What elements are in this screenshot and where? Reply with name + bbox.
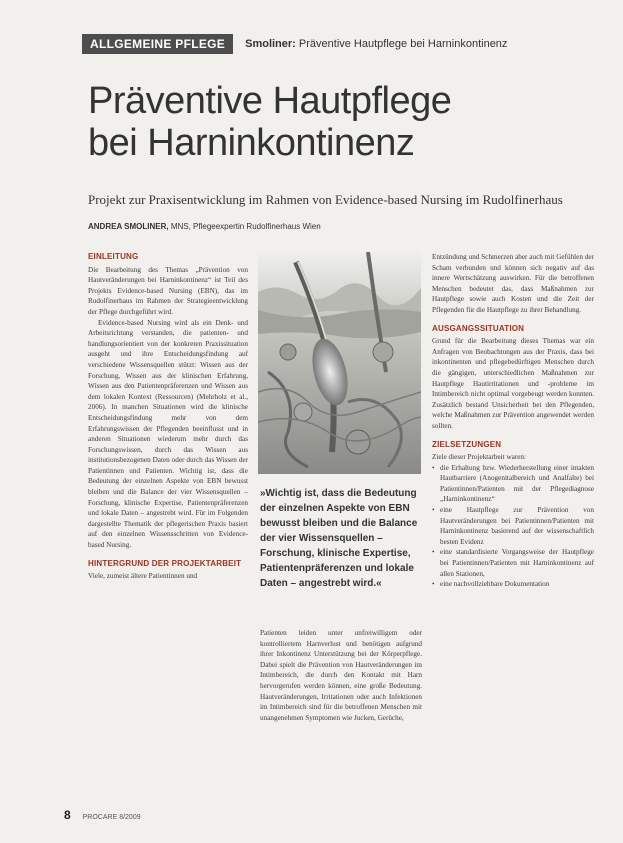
heading-hintergrund: HINTERGRUND DER PROJEKTARBEIT <box>88 558 242 568</box>
paragraph: Grund für die Bearbeitung dieses Themas war ein Anfragen von Beobachtungen aus der Praxis, dass bei inkontinenten und pflegebedürftigen Menschen durch die gängigen, unterschiedlichen Maßnahmen zur Hautpflege Hautirritationen und -probleme im Intimbereich nicht optimal vorgebeugt werden konnten. Zusätzlich bestand Unsicherheit bei den Pflegenden, welche Maßnahmen zur Prävention angewendet werden sollten. <box>432 337 594 430</box>
list-item: • eine Hautpflege zur Prävention von Hautveränderungen bei Patientinnen/Patienten mit Harninkontinenz basierend auf der wissenschaftlich besten Evidenz <box>440 505 594 547</box>
journal-issue: PROCARE 8/2009 <box>82 814 141 821</box>
skin-cross-section-illustration <box>258 252 421 474</box>
article-subtitle: Projekt zur Praxisentwicklung im Rahmen von Evidence-based Nursing im Rudolfinerhaus <box>88 192 563 207</box>
heading-zielsetzungen: ZIELSETZUNGEN <box>432 439 502 449</box>
paragraph: Patienten leiden unter unfreiwilligem oder kontrolliertem Harnverlust und benötigen aufgrund ihrer Inkontinenz Unterstützung bei der Körperpflege. Dabei spielt die Prävention von Hautveränderungen im Intimbereich, die durch den Kontakt mit Harn hervorgerufen werden können, eine große Bedeutung. Hautveränderungen, Irritationen oder auch Infektionen im Intimbereich sind für die betroffenen Menschen mit unangenehmen Symptomen wie Jucken, Gerüche, <box>260 629 422 722</box>
running-header <box>245 38 507 50</box>
paragraph: Viele, zumeist ältere Patientinnen und <box>88 572 198 581</box>
column-2 <box>260 628 422 723</box>
skin-illustration-svg <box>258 252 421 474</box>
article-title <box>88 80 451 164</box>
page-number: 8 <box>64 808 71 822</box>
heading-ausgangssituation: AUSGANGSSITUATION <box>432 323 525 333</box>
list-item: • eine nachvollziehbare Dokumentation <box>440 579 594 590</box>
paragraph: Die Bearbeitung des Themas „Prävention von Hautveränderungen bei Harninkontinenz“ ist Teil des Projekts Evidence-based Nursing (EBN), das im Rudolfinerhaus im Rahmen der Strategieentwicklung der Pflege durchgeführt wird. <box>88 265 248 316</box>
title-line-1: Präventive Hautpflege <box>88 80 452 122</box>
paragraph: Evidence-based Nursing wird als ein Denk- und Arbeitsrichtung verstanden, die patienten- und handlungsorientiert von der konkreten Praxissituation ausgeht und ihre Entscheidungsfindung auf verschiedene Wissensquellen stützt: Wissen aus der Forschung, Wissen aus der klinischen Erfahrung, Wissen aus den Patientenpräferenzen und Wissen aus dem lokalen Kontext (Ressourcen) (Mehrholz et al., 2006). In manchen Situationen wird die klinische Entscheidungsfindung mehr von dem Erfahrungswissen der Pflegenden beeinflusst und in anderen Situationen wiederum mehr durch das Forschungswissen, durch das Wissen aus institutionsbezogenen Daten oder durch das Wissen der Patientinnen und Patienten. Wichtig ist, dass die Bedeutung der einzelnen Aspekte von EBN bewusst bleiben und die Balance der vier Wissensquellen – Forschung, klinische Expertise, Patientenpräferenzen und lokale Daten – angestrebt wird. Für im Folgenden dargestellte Thematik der pflegerischen Praxis basiert auf den einzelnen Wissensschritten von Evidence-based Nursing. <box>88 318 248 550</box>
heading-einleitung: EINLEITUNG <box>88 252 139 261</box>
list-item: • die Erhaltung bzw. Wiederherstellung einer intakten Hautbarriere (Anogenitalbereich und Analfalte) bei Patientinnen/Patienten mit der Pflegediagnose „Harninkontinenz“ <box>440 463 594 505</box>
author-line <box>88 222 321 231</box>
running-header-author: Smoliner: <box>245 38 296 50</box>
paragraph: Entzündung und Schmerzen aber auch mit Gefühlen der Scham verbunden und können sich negativ auf das innere Wertschätzung auswirken. Für die betroffenen Menschen bedeutet das, dass Maßnahmen zur Hautpflege sowie auch Kosten und die Zeit der Pflegenden für die Hautpflege zu ihrer Behandlung. <box>432 253 594 314</box>
header-bar <box>82 34 612 54</box>
title-line-2: bei Harninkontinenz <box>88 122 415 164</box>
paragraph: Ziele dieser Projektarbeit waren: <box>432 453 526 462</box>
running-header-title: Präventive Hautpflege bei Harninkontinenz <box>298 38 508 50</box>
column-3 <box>432 252 594 590</box>
author-name: ANDREA SMOLINER, <box>88 222 169 231</box>
author-details: MNS, Pflegeexpertin Rudolfinerhaus Wien <box>170 222 321 231</box>
column-1 <box>88 252 248 582</box>
pull-quote: »Wichtig ist, dass die Bedeutung der einzelnen Aspekte von EBN bewusst bleiben und die Balance der vier Wissensquellen – Forschung, klinische Expertise, Patientenpräferenzen und lokale Daten – angestrebt wird.« <box>260 488 418 589</box>
section-tag: ALLGEMEINE PFLEGE <box>82 34 233 54</box>
goals-list <box>432 463 594 590</box>
list-item: • eine standardisierte Vorgangsweise der Hautpflege bei Patientinnen/Patienten mit Harninkontinenz auf allen Stationen, <box>440 547 594 579</box>
page-footer <box>64 808 141 822</box>
